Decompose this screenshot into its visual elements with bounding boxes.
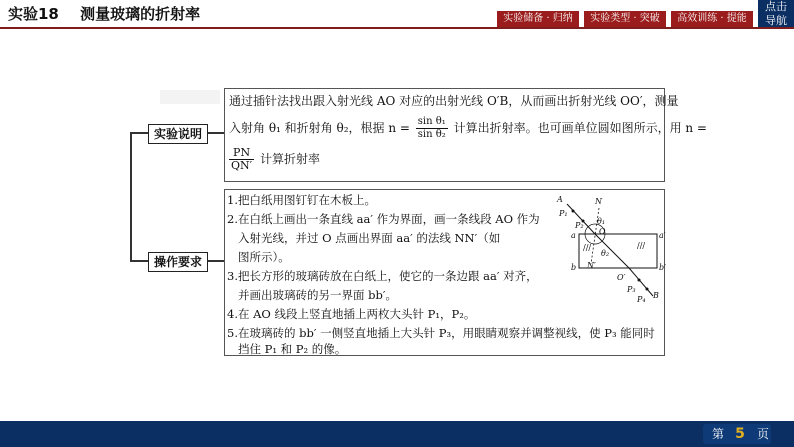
label-theta1: θ₁ xyxy=(597,217,606,226)
operation-item-1: 1.把白纸用图钉钉在木板上。 xyxy=(227,193,376,207)
decorative-mark xyxy=(160,90,220,104)
nav-guide-label: 导航 xyxy=(765,14,787,27)
formula2-numerator: PN xyxy=(229,147,254,160)
footer-bar xyxy=(0,421,794,447)
operation-item-5: 5.在玻璃砖的 bb′ 一侧竖直地插上大头针 P₃，用眼睛观察并调整视线，使 P₃ 能同时 xyxy=(227,326,655,340)
pin-p4 xyxy=(646,288,649,291)
nav-menu-button[interactable] xyxy=(758,0,794,29)
label-P1: P₁ xyxy=(559,209,568,218)
label-b-prime: b′ xyxy=(659,263,666,272)
explain-line-3b: 计算折射率 xyxy=(259,152,320,166)
page-number: 5 xyxy=(735,426,745,442)
operation-item-3b: 并画出玻璃砖的另一界面 bb′。 xyxy=(227,288,397,302)
formula-denominator: sin θ₂ xyxy=(417,129,446,140)
nav-button-training[interactable]: 高效训练 · 提能 xyxy=(671,11,753,27)
explain-line-2 xyxy=(229,116,707,141)
page-suffix: 页 xyxy=(757,427,770,441)
nav-button-prep[interactable]: 实验储备 · 归纳 xyxy=(497,11,579,27)
formula-sin-ratio xyxy=(416,116,448,141)
label-O: O xyxy=(599,227,606,236)
hatch-left: /// xyxy=(583,243,592,252)
operation-item-2c: 图所示）。 xyxy=(227,250,290,264)
label-B: B xyxy=(653,291,659,300)
label-theta2: θ₂ xyxy=(601,249,610,258)
header-divider xyxy=(0,27,794,29)
label-a-prime: a′ xyxy=(659,231,666,240)
label-P2: P₂ xyxy=(575,221,584,230)
explain-box xyxy=(224,88,707,182)
pin-p1 xyxy=(572,210,575,213)
label-P3: P₃ xyxy=(627,285,636,294)
page-title xyxy=(8,3,200,24)
refraction-diagram xyxy=(555,190,665,308)
label-a: a xyxy=(571,231,576,240)
operation-item-5b: 挡住 P₁ 和 P₂ 的像。 xyxy=(227,342,347,356)
explain-line-3 xyxy=(227,147,320,172)
operation-item-4: 4.在 AO 线段上竖直地插上两枚大头针 P₁，P₂。 xyxy=(227,307,476,321)
experiment-title: 测量玻璃的折射率 xyxy=(80,5,201,23)
label-b: b xyxy=(571,263,577,272)
connector-explain-right xyxy=(207,132,225,134)
label-A: A xyxy=(557,195,563,204)
operation-item-3: 3.把长方形的玻璃砖放在白纸上，使它的一条边跟 aa′ 对齐， xyxy=(227,269,538,283)
connector-vertical xyxy=(130,132,132,261)
label-operation: 操作要求 xyxy=(148,252,208,272)
operation-box xyxy=(224,189,665,356)
label-N-prime: N′ xyxy=(587,261,596,270)
explain-line-1: 通过插针法找出跟入射光线 AO 对应的出射光线 O′B，从而画出折射光线 OO′，测量 xyxy=(229,94,679,108)
connector-operation-left xyxy=(130,260,148,262)
operation-item-2b: 入射光线，并过 O 点画出界面 aa′ 的法线 NN′（如 xyxy=(227,231,501,245)
label-O-prime: O′ xyxy=(617,273,626,282)
explain-line-2b: 计算出折射率。也可画单位圆如图所示，用 n = xyxy=(453,121,707,135)
hatch-right: /// xyxy=(637,241,646,250)
pin-p3 xyxy=(638,279,641,282)
formula-numerator: sin θ₁ xyxy=(417,116,446,127)
formula-pn-ratio xyxy=(229,147,254,172)
connector-operation-right xyxy=(207,260,225,262)
nav-click-label: 点击 xyxy=(765,0,787,13)
explain-line-2a: 入射角 θ₁ 和折射角 θ₂，根据 n = xyxy=(229,121,410,135)
nav-button-types[interactable]: 实验类型 · 突破 xyxy=(584,11,666,27)
operation-item-2: 2.在白纸上画出一条直线 aa′ 作为界面，画一条线段 AO 作为 xyxy=(227,212,540,226)
connector-explain-left xyxy=(130,132,148,134)
experiment-number: 实验18 xyxy=(8,5,59,23)
formula2-denominator: QN′ xyxy=(231,159,253,172)
label-N: N xyxy=(595,197,602,206)
label-P4: P₄ xyxy=(637,295,646,304)
label-explain: 实验说明 xyxy=(148,124,208,144)
page-prefix: 第 xyxy=(712,427,725,441)
